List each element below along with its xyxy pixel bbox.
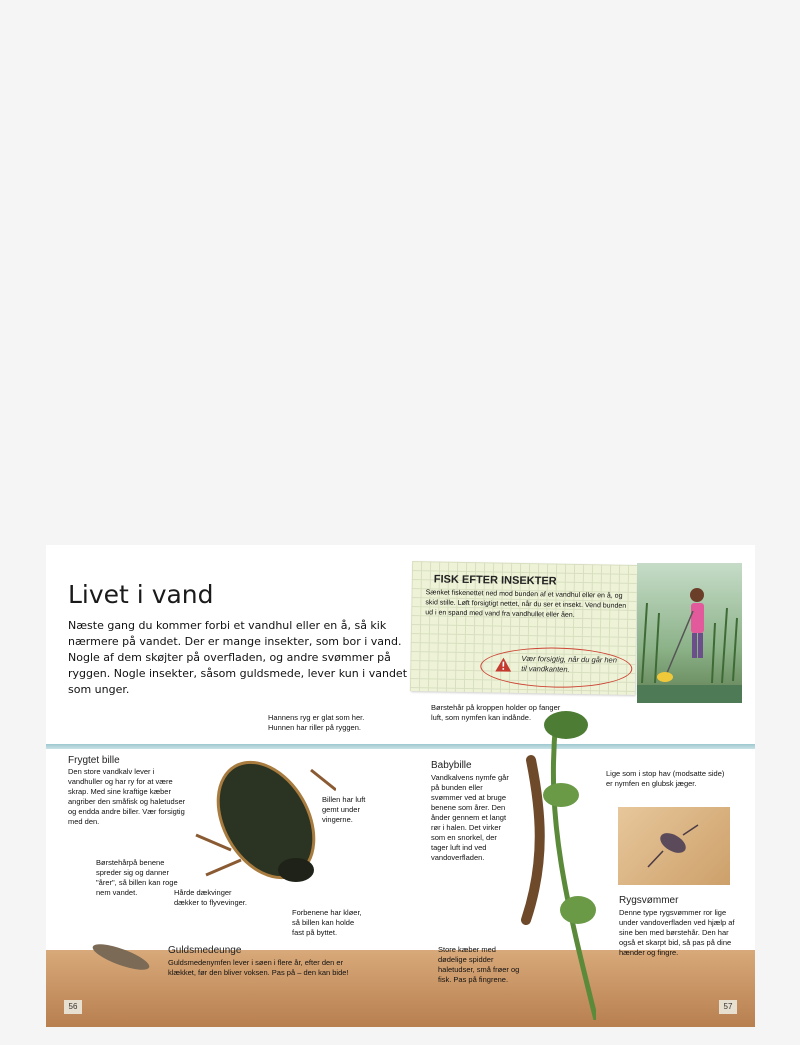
label-front-legs: Forbenene har kløer, så billen kan holde fast på byttet. — [292, 908, 362, 937]
water-surface — [46, 744, 755, 749]
label-air-store: Billen har luft gemt under vingerne. — [322, 795, 366, 824]
intro-text: Næste gang du kommer forbi et vandhul eller en å, så kik nærmere på vandet. Der er mange insekter, som bor i vand. Nogle af dem skøjter på overfladen, og andre svømmer på ryggen. Nogle insekter, såsom guldsmede, lever kun i vandet som unger. — [68, 619, 408, 696]
label-jaws: Store kæber med dødelige spidder haletudser, små frøer og fisk. Pas på fingrene. — [438, 945, 520, 984]
child-fishing-photo — [637, 563, 742, 703]
child-illustration — [637, 563, 742, 703]
heading-guldsmedeunge: Guldsmedeunge — [168, 945, 242, 956]
backswimmer-illustration — [618, 807, 730, 885]
label-upside: Lige som i stop hav (modsatte side) er nymfen en glubsk jæger. — [606, 769, 725, 788]
page-number-left: 56 — [64, 1000, 82, 1014]
text-rygsvommer: Denne type rygsvømmer ror lige under vandoverfladen ved hjælp af sine ben med børstehår. Den har også et skarpt bid, så pas på dine hænder og fingre. — [619, 908, 735, 957]
note-title: FISK EFTER INSEKTER — [433, 573, 557, 588]
dragonfly-nymph-illustration — [86, 935, 156, 980]
heading-babybille: Babybille — [431, 760, 472, 771]
page-number-right: 57 — [719, 1000, 737, 1014]
backswimmer-photo — [618, 807, 730, 885]
warning-text: Vær forsigtig, når du går hen til vandkanten. — [521, 653, 618, 674]
warning-icon — [495, 658, 511, 672]
fishing-note — [410, 561, 637, 695]
heading-rygsvommer: Rygsvømmer — [619, 895, 679, 906]
label-bristle-air: Børstehår på kroppen holder op fanger luft, som nymfen kan indånde. — [431, 703, 561, 722]
label-hard-wings: Hårde dækvinger dækker to flyvevinger. — [174, 888, 247, 907]
diving-beetle-illustration — [176, 735, 336, 895]
heading-frygtet-bille: Frygtet bille — [68, 755, 120, 766]
warning-bubble — [480, 646, 633, 689]
text-babybille: Vandkalvens nymfe går på bunden eller svømmer ved at bruge benene som årer. Den ånder gennem et langt rør i halen. Det virker som en snorkel, der tager luft ind ved vandoverfladen. — [431, 773, 509, 862]
label-male-back: Hannens ryg er glat som her. Hunnen har riller på ryggen. — [268, 713, 365, 732]
text-guldsmedeunge: Guldsmedenymfen lever i søen i flere år, efter den er klækket, før den bliver voksen. Pas på – den kan bide! — [168, 958, 349, 977]
note-body: Sænket fiskenettet ned mod bunden af et vandhul eller en å, og skid stille. Løft forsigtigt nettet, når du ser et insekt. Vend bunden ud i en spand med vand fra vandhullet eller åen. — [425, 589, 627, 619]
page-title: Livet i vand — [68, 580, 214, 609]
label-bristle-legs: Børstehårpå benene spreder sig og danner "årer", så billen kan roge nem vandet. — [96, 858, 178, 897]
text-frygtet-bille: Den store vandkalv lever i vandhuller og har ry for at være skrap. Med sine kraftige kæber angriber den småfisk og haletudser og endda andre biller. Vær forsigtig med den. — [68, 767, 186, 826]
book-spread — [46, 545, 755, 1027]
